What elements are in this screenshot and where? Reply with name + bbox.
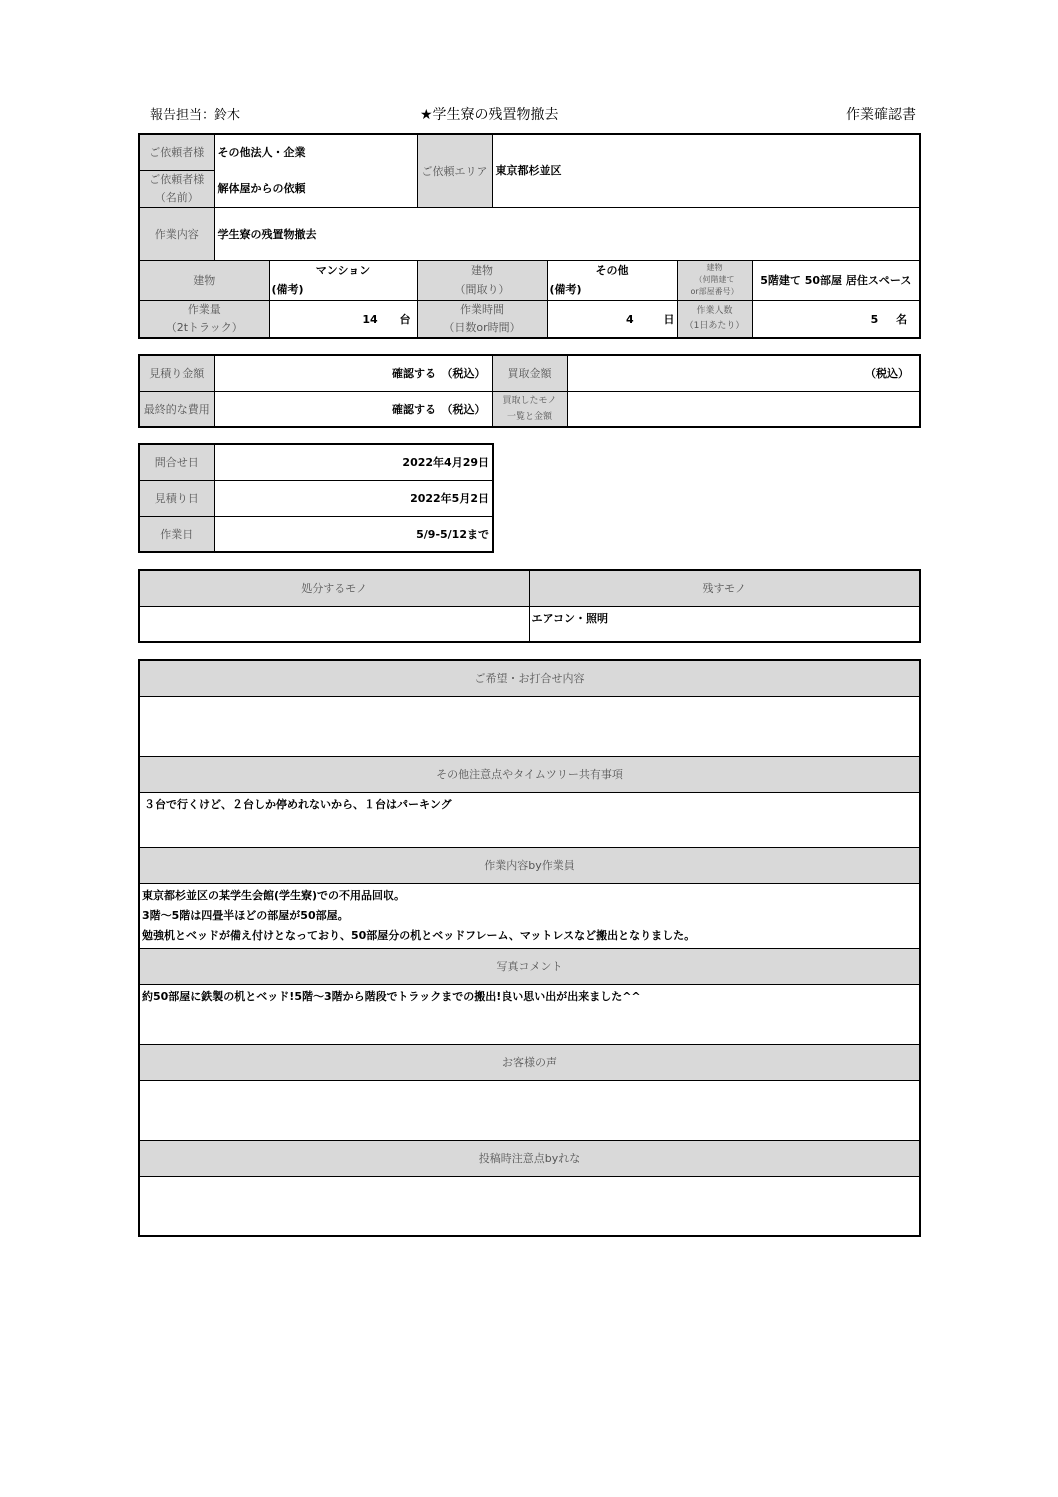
- work-volume-value: 14: [362, 312, 378, 326]
- work-staff-label-line2: （1日あたり）: [684, 320, 745, 331]
- report-section-body: [139, 883, 920, 948]
- building-layout-label-line1: 建物: [471, 264, 494, 277]
- photo-comment-body: 約50部屋に鉄製の机とベッド!5階～3階から階段でトラックまでの搬出!良い思い出が出来ました^^: [139, 984, 920, 1044]
- pricing-table: [138, 354, 921, 428]
- work-staff-value-cell: [752, 300, 920, 338]
- work-volume-label-line1: 作業量: [187, 302, 221, 316]
- work-date-value: 5/9-5/12まで: [214, 516, 493, 552]
- building-type-note: (備考): [271, 282, 304, 296]
- purchase-list-label-line1: 買取したモノ: [502, 395, 557, 406]
- work-time-value: 4: [626, 312, 634, 326]
- work-staff-value: 5: [870, 312, 879, 326]
- report-line: 東京都杉並区の某学生会館(学生寮)での不用品回収。: [142, 888, 406, 902]
- work-time-label-line1: 作業時間: [460, 302, 505, 316]
- building-floors-label-line1: 建物: [706, 263, 723, 272]
- inquiry-date-value: 2022年4月29日: [214, 444, 493, 480]
- reporter-name: 鈴木: [214, 108, 241, 123]
- building-layout-note: (備考): [549, 282, 582, 296]
- estimate-amount-label: 見積り金額: [139, 355, 214, 391]
- work-time-unit: 日: [663, 312, 675, 326]
- document-type: 作業確認書: [846, 107, 916, 123]
- purchase-list-value: [567, 391, 920, 427]
- posting-notes-body: [139, 1176, 920, 1236]
- client-type-value: その他法人・企業: [214, 134, 417, 170]
- work-content-label: 作業内容: [139, 207, 214, 260]
- client-area-label: ご依頼エリア: [417, 134, 492, 207]
- customer-voice-header: お客様の声: [139, 1044, 920, 1080]
- work-staff-unit: 名: [896, 312, 908, 326]
- building-floors-label-line3: or部屋番号）: [690, 287, 739, 296]
- final-cost-value: 確認する （税込）: [214, 391, 492, 427]
- work-volume-value-cell: [269, 300, 417, 338]
- estimate-amount-value: 確認する （税込）: [214, 355, 492, 391]
- building-layout-label-line2: （間取り）: [454, 283, 510, 296]
- work-volume-label-line2: （2tトラック）: [165, 320, 243, 334]
- purchase-amount-value: （税込）: [567, 355, 920, 391]
- building-layout-value: その他: [595, 263, 629, 277]
- work-volume-unit: 台: [399, 312, 411, 326]
- request-section-header: ご希望・お打合せ内容: [139, 660, 920, 696]
- estimate-date-label: 見積り日: [139, 480, 214, 516]
- page-title: ★学生寮の残置物撤去: [420, 107, 559, 123]
- dates-table: [138, 443, 494, 553]
- building-type-cell: [269, 260, 417, 300]
- keep-items-value: エアコン・照明: [529, 606, 920, 642]
- notes-section-body: ３台で行くけど、２台しか停めれないから、１台はパーキング: [139, 792, 920, 847]
- purchase-list-label-line2: 一覧と金額: [506, 411, 552, 422]
- posting-notes-header: 投稿時注意点byれな: [139, 1140, 920, 1176]
- report-section-header: 作業内容by作業員: [139, 847, 920, 883]
- purchase-list-label: [492, 391, 567, 427]
- client-name-label: [139, 170, 214, 207]
- dispose-items-value: [139, 606, 529, 642]
- work-date-label: 作業日: [139, 516, 214, 552]
- client-info-table: [138, 133, 921, 339]
- request-section-body: [139, 696, 920, 756]
- building-floors-label: [677, 260, 752, 300]
- client-name-label-line1: ご依頼者様: [149, 172, 205, 186]
- customer-voice-body: [139, 1080, 920, 1140]
- building-floors-label-line2: （何階建て: [694, 275, 735, 284]
- client-name-label-line2: （名前）: [154, 190, 199, 204]
- sections-table: [138, 659, 921, 1237]
- work-staff-label: [677, 300, 752, 338]
- estimate-date-value: 2022年5月2日: [214, 480, 493, 516]
- final-cost-label: 最終的な費用: [139, 391, 214, 427]
- notes-section-header: その他注意点やタイムツリー共有事項: [139, 756, 920, 792]
- reporter-label: 報告担当：: [150, 108, 216, 123]
- work-time-value-cell: [547, 300, 677, 338]
- building-type-value: マンション: [315, 263, 371, 277]
- building-type-label: 建物: [139, 260, 269, 300]
- work-time-label: [417, 300, 547, 338]
- work-time-label-line2: （日数or時間）: [443, 320, 521, 334]
- building-layout-cell: [547, 260, 677, 300]
- work-content-value: 学生寮の残置物撤去: [214, 207, 920, 260]
- client-name-value: 解体屋からの依頼: [214, 170, 417, 207]
- dispose-items-label: 処分するモノ: [139, 570, 529, 606]
- building-layout-label: [417, 260, 547, 300]
- report-line: 3階～5階は四畳半ほどの部屋が50部屋。: [142, 908, 349, 922]
- client-type-label: ご依頼者様: [139, 134, 214, 170]
- purchase-amount-label: 買取金額: [492, 355, 567, 391]
- work-volume-label: [139, 300, 269, 338]
- items-table: [138, 569, 921, 643]
- client-area-value: 東京都杉並区: [492, 134, 920, 207]
- photo-comment-header: 写真コメント: [139, 948, 920, 984]
- building-floors-value: 5階建て 50部屋 居住スペース: [752, 260, 920, 300]
- inquiry-date-label: 問合せ日: [139, 444, 214, 480]
- work-staff-label-line1: 作業人数: [696, 305, 733, 316]
- keep-items-label: 残すモノ: [529, 570, 920, 606]
- report-line: 勉強机とベッドが備え付けとなっており、50部屋分の机とベッドフレーム、マットレスなど搬出となりました。: [142, 928, 696, 942]
